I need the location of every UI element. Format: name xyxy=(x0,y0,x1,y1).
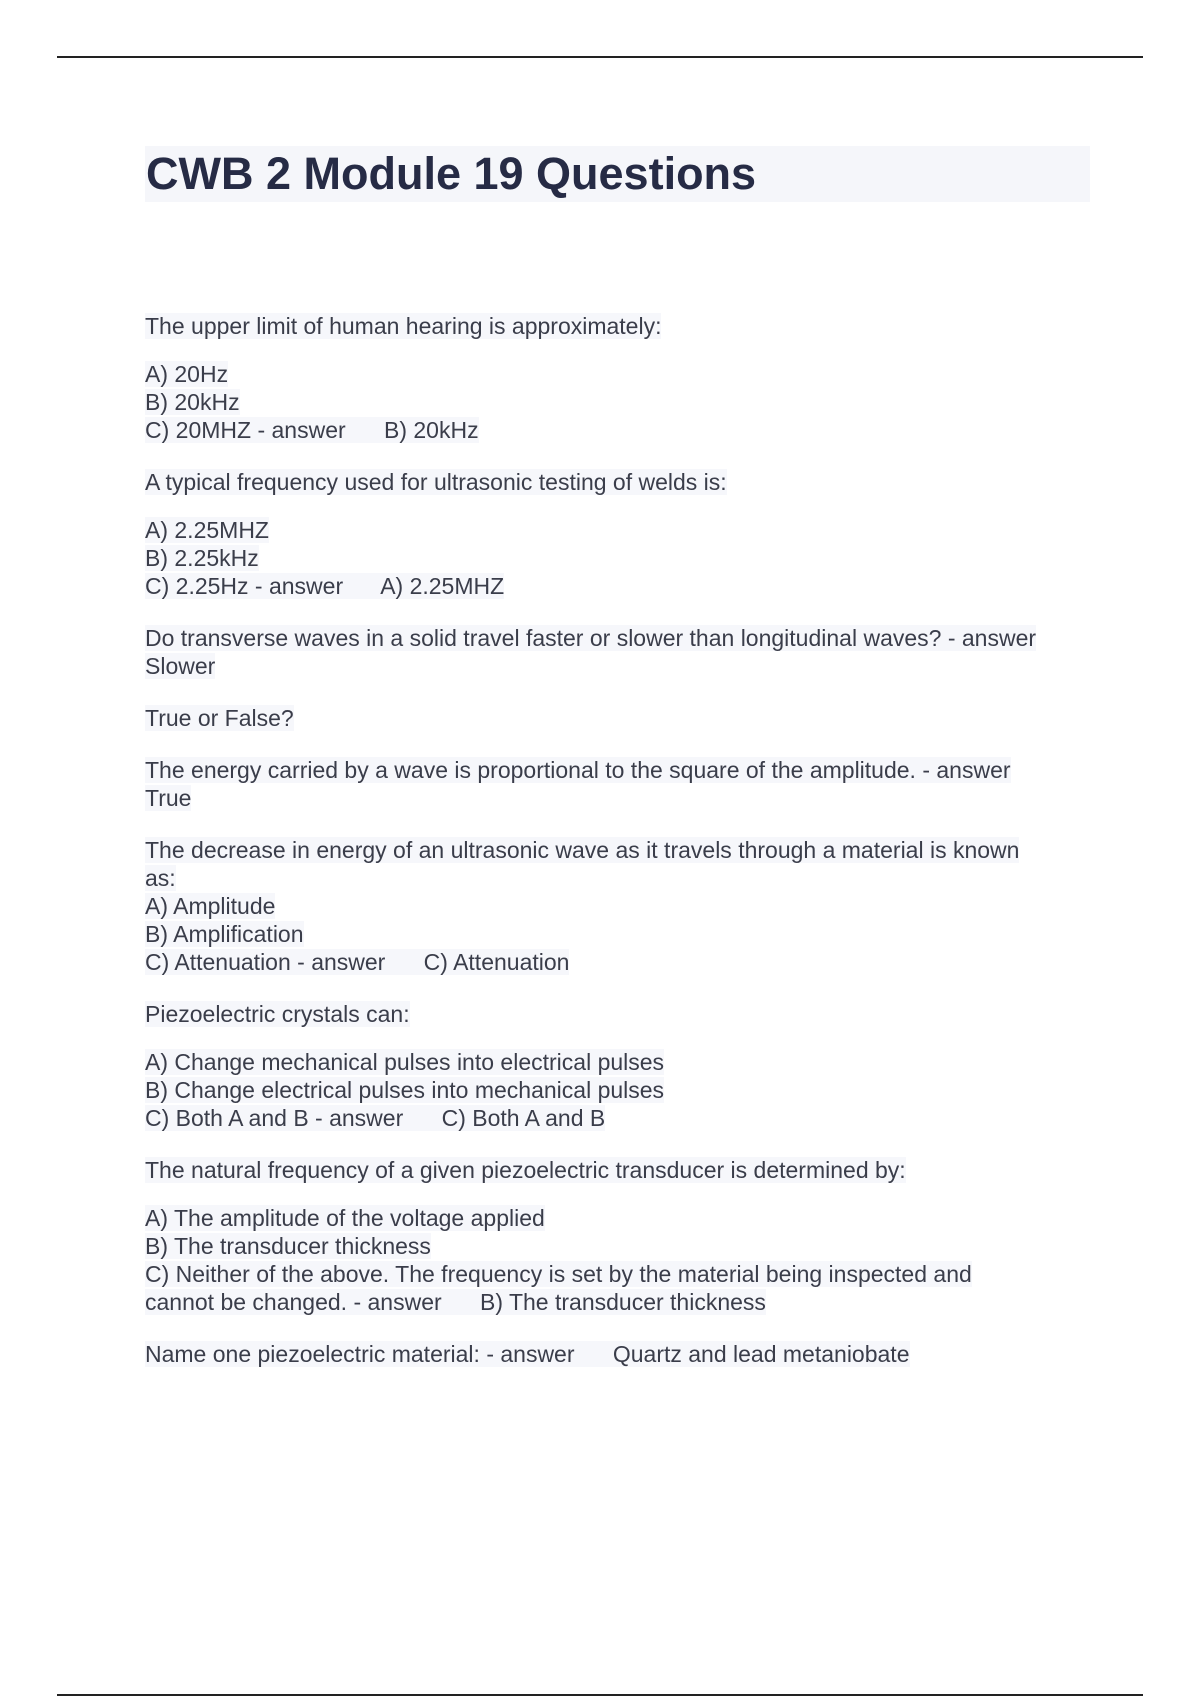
text-line-content: A) Amplitude xyxy=(145,893,276,919)
text-line xyxy=(145,624,1095,652)
text-line xyxy=(145,948,1095,976)
text-line-content: True or False? xyxy=(145,705,294,731)
text-line-content: B) 20kHz xyxy=(145,389,240,415)
text-line xyxy=(145,920,1095,948)
text-line xyxy=(145,1204,1095,1232)
text-line-content: C) Neither of the above. The frequency is set by the material being inspected and xyxy=(145,1261,972,1287)
question-block xyxy=(145,1340,1095,1368)
text-line xyxy=(145,388,1095,416)
text-line xyxy=(145,312,1095,340)
text-line xyxy=(145,1000,1095,1028)
question-list xyxy=(145,312,1095,1392)
text-line-content: C) Attenuation - answer C) Attenuation xyxy=(145,949,570,975)
text-line-content: as: xyxy=(145,865,176,891)
bottom-rule xyxy=(57,1694,1143,1696)
text-line-content: C) Both A and B - answer C) Both A and B xyxy=(145,1105,606,1131)
text-line-content: B) The transducer thickness xyxy=(145,1233,431,1259)
question-block xyxy=(145,1156,1095,1316)
text-line-content: Piezoelectric crystals can: xyxy=(145,1001,410,1027)
text-line xyxy=(145,468,1095,496)
text-line-content: B) Amplification xyxy=(145,921,304,947)
text-line xyxy=(145,1232,1095,1260)
text-line xyxy=(145,756,1095,784)
text-line-content: A typical frequency used for ultrasonic testing of welds is: xyxy=(145,469,727,495)
text-line-content: The energy carried by a wave is proportional to the square of the amplitude. - answer xyxy=(145,757,1011,783)
text-line xyxy=(145,1104,1095,1132)
text-line-content: Slower xyxy=(145,653,216,679)
text-line xyxy=(145,544,1095,572)
text-line-content: A) 2.25MHZ xyxy=(145,517,269,543)
text-line xyxy=(145,1156,1095,1184)
text-line xyxy=(145,1076,1095,1104)
text-line xyxy=(145,892,1095,920)
question-block xyxy=(145,704,1095,732)
text-line xyxy=(145,516,1095,544)
text-line-content: A) Change mechanical pulses into electrical pulses xyxy=(145,1049,665,1075)
text-line xyxy=(145,416,1095,444)
text-line-content: The decrease in energy of an ultrasonic wave as it travels through a material is known xyxy=(145,837,1020,863)
text-line xyxy=(145,572,1095,600)
question-block xyxy=(145,756,1095,812)
top-rule xyxy=(57,56,1143,58)
text-line xyxy=(145,1288,1095,1316)
line-gap xyxy=(145,1028,1095,1048)
text-line xyxy=(145,1340,1095,1368)
text-line xyxy=(145,704,1095,732)
text-line xyxy=(145,360,1095,388)
text-line-content: C) 20MHZ - answer B) 20kHz xyxy=(145,417,479,443)
text-line xyxy=(145,836,1095,864)
text-line xyxy=(145,1048,1095,1076)
question-block xyxy=(145,1000,1095,1132)
text-line-content: Name one piezoelectric material: - answer Quartz and lead metaniobate xyxy=(145,1341,910,1367)
question-block xyxy=(145,312,1095,444)
text-line xyxy=(145,652,1095,680)
line-gap xyxy=(145,496,1095,516)
line-gap xyxy=(145,1184,1095,1204)
line-gap xyxy=(145,340,1095,360)
text-line-content: True xyxy=(145,785,192,811)
text-line-content: The upper limit of human hearing is approximately: xyxy=(145,313,662,339)
text-line xyxy=(145,1260,1095,1288)
question-block xyxy=(145,468,1095,600)
text-line-content: A) 20Hz xyxy=(145,361,229,387)
text-line-content: Do transverse waves in a solid travel faster or slower than longitudinal waves? - answer xyxy=(145,625,1037,651)
text-line-content: B) Change electrical pulses into mechanical pulses xyxy=(145,1077,665,1103)
text-line-content: B) 2.25kHz xyxy=(145,545,259,571)
document-title: CWB 2 Module 19 Questions xyxy=(146,148,757,199)
text-line-content: The natural frequency of a given piezoelectric transducer is determined by: xyxy=(145,1157,906,1183)
question-block xyxy=(145,624,1095,680)
text-line-content: A) The amplitude of the voltage applied xyxy=(145,1205,545,1231)
text-line xyxy=(145,864,1095,892)
text-line xyxy=(145,784,1095,812)
text-line-content: cannot be changed. - answer B) The transducer thickness xyxy=(145,1289,766,1315)
question-block xyxy=(145,836,1095,976)
text-line-content: C) 2.25Hz - answer A) 2.25MHZ xyxy=(145,573,505,599)
